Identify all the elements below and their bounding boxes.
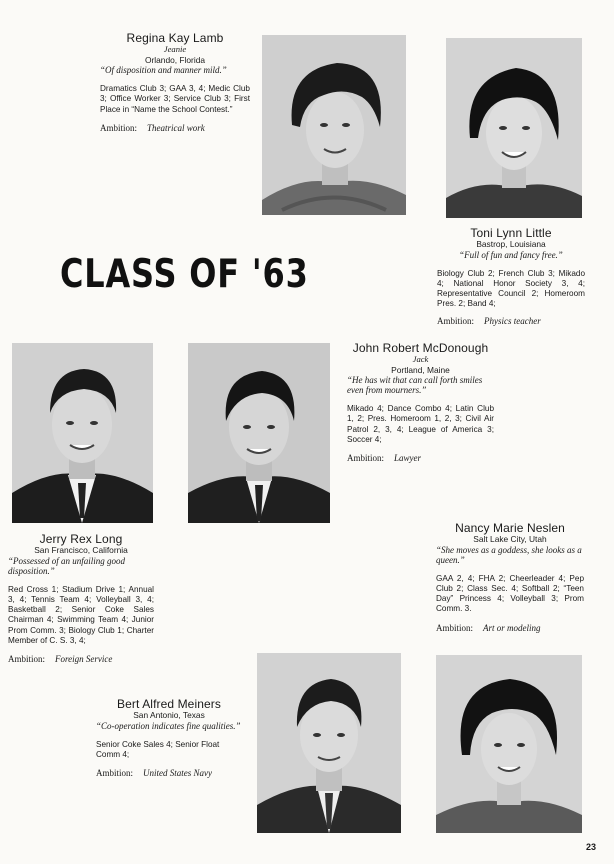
portrait-john-svg bbox=[188, 343, 330, 523]
senior-activities: Biology Club 2; French Club 3; Mikado 4; National Honor Society 3, 4; Representative Council 2; Homeroom Pres. 2; Band 4; bbox=[437, 268, 585, 309]
senior-name: John Robert McDonough bbox=[352, 341, 489, 355]
entry-regina bbox=[100, 33, 250, 133]
senior-ambition bbox=[100, 123, 250, 133]
ambition-label: Ambition: bbox=[437, 315, 475, 326]
senior-activities: Senior Coke Sales 4; Senior Float Comm 4; bbox=[96, 739, 220, 760]
portrait-john-mcdonough bbox=[188, 343, 330, 523]
senior-hometown: Portland, Maine bbox=[391, 364, 450, 375]
senior-quote: “Full of fun and fancy free.” bbox=[459, 249, 563, 260]
ambition-value: Lawyer bbox=[394, 453, 422, 464]
senior-activities: GAA 2, 4; FHA 2; Cheerleader 4; Pep Club 2; Class Sec. 4; Softball 2; “Teen Day” Princess 4; Volleyball 3; Prom Comm. 3. bbox=[436, 573, 584, 614]
ambition-value: United States Navy bbox=[143, 768, 213, 779]
portrait-jerry-svg bbox=[12, 343, 153, 523]
portrait-regina-lamb bbox=[262, 35, 406, 215]
senior-quote: “Of disposition and manner mild.” bbox=[100, 65, 227, 76]
senior-name: Toni Lynn Little bbox=[470, 226, 552, 240]
ambition-value: Art or modeling bbox=[483, 622, 541, 633]
entry-toni bbox=[437, 228, 585, 326]
ambition-label: Ambition: bbox=[8, 654, 46, 665]
ambition-value: Foreign Service bbox=[55, 654, 113, 665]
senior-hometown: Orlando, Florida bbox=[144, 54, 206, 65]
senior-quote: “He has wit that can call forth smiles even from mourners.” bbox=[347, 375, 483, 396]
senior-ambition bbox=[437, 316, 585, 326]
senior-ambition bbox=[8, 654, 154, 664]
senior-nickname: Jack bbox=[412, 354, 429, 365]
senior-ambition bbox=[96, 768, 242, 778]
senior-name: Bert Alfred Meiners bbox=[117, 697, 221, 711]
page-number: 23 bbox=[585, 842, 596, 852]
ambition-label: Ambition: bbox=[96, 768, 134, 779]
portrait-nancy-svg bbox=[436, 655, 582, 833]
senior-hometown: Bastrop, Louisiana bbox=[476, 239, 546, 250]
senior-activities: Mikado 4; Dance Combo 4; Latin Club 1, 2; Pres. Homeroom 1, 2, 3; Civil Air Patrol 2, 3, 4; League of America 3; Soccer 4; bbox=[347, 404, 494, 444]
senior-activities: Red Cross 1; Stadium Drive 1; Annual 3, 4; Tennis Team 4; Volleyball 3, 4; Basketball 2; Senior Coke Sales Chairman 4; Swimming Team 4; Junior Prom Comm. 3; Biology Club 1; Charter Member of C. S. 3, 4; bbox=[8, 584, 154, 645]
senior-hometown: Salt Lake City, Utah bbox=[473, 534, 547, 545]
portrait-toni-svg bbox=[446, 38, 582, 218]
ambition-label: Ambition: bbox=[436, 622, 474, 633]
ambition-label: Ambition: bbox=[347, 453, 385, 464]
senior-ambition bbox=[347, 453, 494, 463]
entry-john bbox=[347, 343, 494, 463]
portrait-regina-svg bbox=[262, 35, 406, 215]
portrait-toni-little bbox=[446, 38, 582, 218]
senior-ambition bbox=[436, 623, 584, 633]
portrait-bert-svg bbox=[257, 653, 401, 833]
portrait-bert-meiners bbox=[257, 653, 401, 833]
entry-bert bbox=[96, 699, 242, 779]
senior-quote: “She moves as a goddess, she looks as a queen.” bbox=[436, 544, 582, 565]
class-title: CLASS OF '63 bbox=[60, 252, 309, 297]
senior-nickname: Jeanie bbox=[163, 44, 187, 55]
portrait-nancy-neslen bbox=[436, 655, 582, 833]
ambition-value: Theatrical work bbox=[147, 122, 205, 133]
entry-nancy bbox=[436, 523, 584, 633]
senior-name: Nancy Marie Neslen bbox=[455, 521, 565, 535]
portrait-jerry-long bbox=[12, 343, 153, 523]
senior-quote: “Co-operation indicates fine qualities.” bbox=[96, 720, 241, 731]
senior-activities: Dramatics Club 3; GAA 3, 4; Medic Club 3; Office Worker 3; Service Club 3; First Place in “Name the School Contest.” bbox=[100, 84, 250, 114]
senior-name: Regina Kay Lamb bbox=[126, 31, 224, 45]
senior-name: Jerry Rex Long bbox=[39, 532, 123, 546]
ambition-value: Physics teacher bbox=[484, 315, 541, 326]
entry-jerry bbox=[8, 534, 154, 664]
senior-hometown: San Antonio, Texas bbox=[133, 710, 205, 721]
ambition-label: Ambition: bbox=[100, 122, 138, 133]
senior-quote: “Possessed of an unfailing good disposition.” bbox=[8, 555, 126, 576]
senior-hometown: San Francisco, California bbox=[34, 545, 128, 556]
